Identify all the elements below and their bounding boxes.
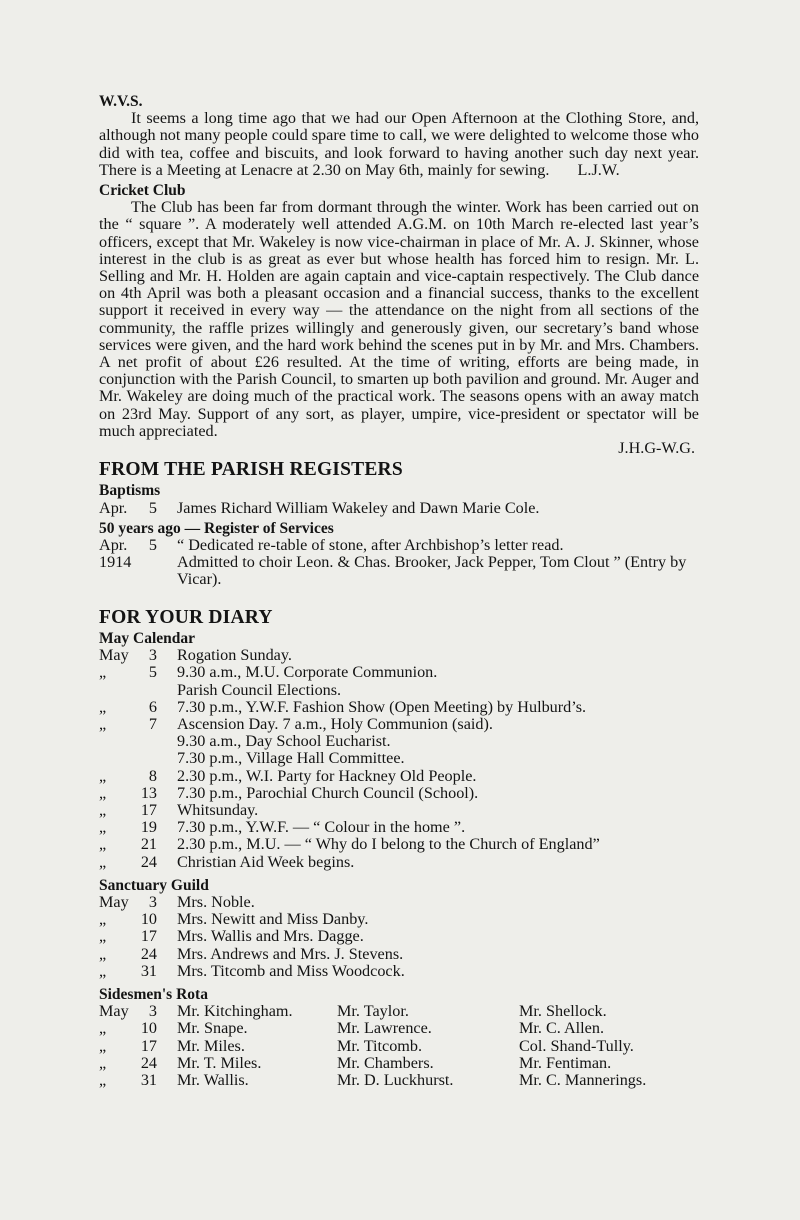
guild-entry <box>99 946 699 963</box>
entry-month: „ <box>99 766 107 785</box>
rota-day: 31 <box>140 1070 157 1089</box>
rota-heading: Sidesmen's Rota <box>99 985 208 1003</box>
diary-heading: FOR YOUR DIARY <box>99 606 273 628</box>
register-entry <box>99 537 699 554</box>
rota-month: „ <box>99 1036 107 1055</box>
entry-month: „ <box>99 852 107 871</box>
calendar-entry <box>99 768 699 785</box>
entry-month: May <box>99 892 129 911</box>
calendar-entry <box>99 733 699 750</box>
entry-text: Mrs. Wallis and Mrs. Dagge. <box>177 927 364 946</box>
guild-heading: Sanctuary Guild <box>99 876 209 894</box>
entry-month: „ <box>99 818 107 837</box>
entry-text: 9.30 a.m., Day School Eucharist. <box>177 732 391 751</box>
register-entry <box>99 554 699 588</box>
entry-day: 10 <box>140 910 157 929</box>
entry-month: „ <box>99 697 107 716</box>
entry-text: Ascension Day. 7 a.m., Holy Communion (said). <box>177 714 493 733</box>
cricket-signature: J.H.G-W.G. <box>618 439 695 458</box>
entry-text: Whitsunday. <box>177 800 259 819</box>
entry-month: May <box>99 646 129 665</box>
fifty-years-list <box>99 537 699 589</box>
entry-day: 8 <box>148 766 157 785</box>
baptisms-list <box>99 500 699 517</box>
entry-day <box>133 554 177 588</box>
rota-entry <box>99 1020 699 1037</box>
rota-entry <box>99 1055 699 1072</box>
wvs-heading: W.V.S. <box>99 93 143 110</box>
entry-text: Christian Aid Week begins. <box>177 852 355 871</box>
rota-entry <box>99 1038 699 1055</box>
entry-day: 31 <box>140 961 157 980</box>
calendar-entry <box>99 647 699 664</box>
cricket-body: The Club has been far from dormant through the winter. Work has been carried out on the “ square ”. A moderately well attended A.G.M. on 10th March re-elected last year’s officers, except that Mr. Wakeley is now vice-chairman in place of Mr. A. J. Skinner, whose interest in the club is as great as ever but whose health has forced him to resign. Mr. L. Selling and Mr. H. Holden are again captain and vice-captain respectively. The Club dance on 4th April was both a pleasant occasion and a financial success, thanks to the excellent support it received in every way — the attendance on the night from all sections of the community, the raffle prizes willingly and generously given, our secretary’s band whose services were given, and the hard work behind the scenes put in by Mr. and Mrs. Chambers. A net profit of about £26 resulted. At the time of writing, efforts are being made, in conjunction with the Parish Council, to smarten up both pavilion and ground. Mr. Auger and Mr. Wakeley are doing much of the practical work. The seasons opens with an away match on 23rd May. Support of any sort, as player, umpire, vice-president or spectator will be much appreciated. <box>99 198 699 440</box>
entry-text: James Richard William Wakeley and Dawn Marie Cole. <box>177 498 540 517</box>
rota-day: 24 <box>140 1053 157 1072</box>
entry-day: 7 <box>148 714 157 733</box>
entry-month: Apr. <box>99 498 128 517</box>
rota-list <box>99 1003 699 1089</box>
rota-month: „ <box>99 1019 107 1038</box>
entry-month: 1914 <box>99 553 132 572</box>
entry-month: „ <box>99 835 107 854</box>
rota-entry <box>99 1003 699 1020</box>
entry-day: 3 <box>148 646 157 665</box>
rota-name-c: Col. Shand-Tully. <box>519 1036 634 1055</box>
rota-name-c: Mr. C. Allen. <box>519 1019 604 1038</box>
entry-day <box>133 682 177 699</box>
entry-day: 17 <box>140 800 157 819</box>
rota-month: „ <box>99 1053 107 1072</box>
calendar-list <box>99 647 699 871</box>
rota-month: „ <box>99 1070 107 1089</box>
guild-list <box>99 894 699 980</box>
calendar-entry <box>99 699 699 716</box>
entry-month: „ <box>99 910 107 929</box>
cricket-heading: Cricket Club <box>99 182 186 200</box>
rota-name-a: Mr. Snape. <box>177 1019 248 1038</box>
calendar-entry <box>99 785 699 802</box>
entry-month <box>99 750 133 767</box>
entry-text: 7.30 p.m., Y.W.F. — “ Colour in the home ”. <box>177 818 466 837</box>
entry-month: Apr. <box>99 536 128 555</box>
entry-text: Mrs. Noble. <box>177 892 255 911</box>
entry-day: 3 <box>148 892 157 911</box>
rota-name-a: Mr. Kitchingham. <box>177 1002 293 1021</box>
baptisms-heading: Baptisms <box>99 482 161 500</box>
entry-text: 7.30 p.m., Parochial Church Council (School). <box>177 783 479 802</box>
wvs-signature: L.J.W. <box>577 160 620 179</box>
entry-month: „ <box>99 714 107 733</box>
entry-text: Mrs. Newitt and Miss Danby. <box>177 910 369 929</box>
entry-text: 2.30 p.m., M.U. — “ Why do I belong to the Church of England” <box>177 835 600 854</box>
rota-day: 10 <box>140 1019 157 1038</box>
entry-text: Mrs. Titcomb and Miss Woodcock. <box>177 961 405 980</box>
fifty-years-heading: 50 years ago — Register of Services <box>99 519 334 537</box>
entry-day <box>133 750 177 767</box>
entry-month: „ <box>99 783 107 802</box>
wvs-body: It seems a long time ago that we had our Open Afternoon at the Clothing Store, and, although not many people could spare time to call, we were delighted to welcome those who did with tea, coffee and biscuits, and look forward to having another such day next year. There is a Meeting at Lenacre at 2.30 on May 6th, mainly for sewing. L.J.W. <box>99 109 699 179</box>
rota-month: May <box>99 1002 129 1021</box>
entry-text: Parish Council Elections. <box>177 680 342 699</box>
calendar-entry <box>99 750 699 767</box>
calendar-entry <box>99 682 699 699</box>
rota-entry <box>99 1072 699 1089</box>
guild-entry <box>99 894 699 911</box>
entry-day: 5 <box>148 536 157 555</box>
entry-month: „ <box>99 944 107 963</box>
calendar-entry <box>99 716 699 733</box>
entry-text: 7.30 p.m., Village Hall Committee. <box>177 749 405 768</box>
document-page <box>99 90 699 1089</box>
rota-day: 17 <box>140 1036 157 1055</box>
rota-name-a: Mr. T. Miles. <box>177 1053 262 1072</box>
entry-day: 6 <box>148 697 157 716</box>
entry-text: Mrs. Andrews and Mrs. J. Stevens. <box>177 944 404 963</box>
entry-month: „ <box>99 800 107 819</box>
rota-name-c: Mr. Shellock. <box>519 1002 607 1021</box>
entry-month <box>99 682 133 699</box>
entry-day: 5 <box>148 498 157 517</box>
guild-entry <box>99 928 699 945</box>
calendar-entry <box>99 802 699 819</box>
entry-month <box>99 733 133 750</box>
entry-day: 24 <box>140 944 157 963</box>
rota-name-b: Mr. Taylor. <box>337 1002 409 1021</box>
entry-month: „ <box>99 961 107 980</box>
entry-text: Rogation Sunday. <box>177 646 292 665</box>
entry-day: 5 <box>148 663 157 682</box>
entry-month: „ <box>99 663 107 682</box>
entry-text: “ Dedicated re-table of stone, after Archbishop’s letter read. <box>177 536 564 555</box>
entry-month: „ <box>99 927 107 946</box>
rota-name-b: Mr. D. Luckhurst. <box>337 1070 454 1089</box>
entry-day <box>133 733 177 750</box>
rota-name-b: Mr. Lawrence. <box>337 1019 432 1038</box>
calendar-entry <box>99 836 699 853</box>
calendar-entry <box>99 819 699 836</box>
rota-name-b: Mr. Titcomb. <box>337 1036 423 1055</box>
entry-day: 13 <box>140 783 157 802</box>
calendar-heading: May Calendar <box>99 629 196 647</box>
guild-entry <box>99 963 699 980</box>
entry-text: 7.30 p.m., Y.W.F. Fashion Show (Open Meeting) by Hulburd’s. <box>177 697 587 716</box>
guild-entry <box>99 911 699 928</box>
entry-day: 21 <box>140 835 157 854</box>
rota-day: 3 <box>148 1002 157 1021</box>
calendar-entry <box>99 664 699 681</box>
entry-text: Admitted to choir Leon. & Chas. Brooker, Jack Pepper, Tom Clout ” (Entry by Vicar). <box>177 553 687 589</box>
rota-name-c: Mr. Fentiman. <box>519 1053 612 1072</box>
rota-name-a: Mr. Wallis. <box>177 1070 249 1089</box>
entry-text: 2.30 p.m., W.I. Party for Hackney Old People. <box>177 766 477 785</box>
rota-name-c: Mr. C. Mannerings. <box>519 1070 647 1089</box>
registers-heading: FROM THE PARISH REGISTERS <box>99 459 403 481</box>
calendar-entry <box>99 854 699 871</box>
entry-day: 19 <box>140 818 157 837</box>
entry-day: 24 <box>140 852 157 871</box>
rota-name-b: Mr. Chambers. <box>337 1053 434 1072</box>
entry-text: 9.30 a.m., M.U. Corporate Communion. <box>177 663 438 682</box>
rota-name-a: Mr. Miles. <box>177 1036 245 1055</box>
entry-day: 17 <box>140 927 157 946</box>
baptism-entry <box>99 500 699 517</box>
